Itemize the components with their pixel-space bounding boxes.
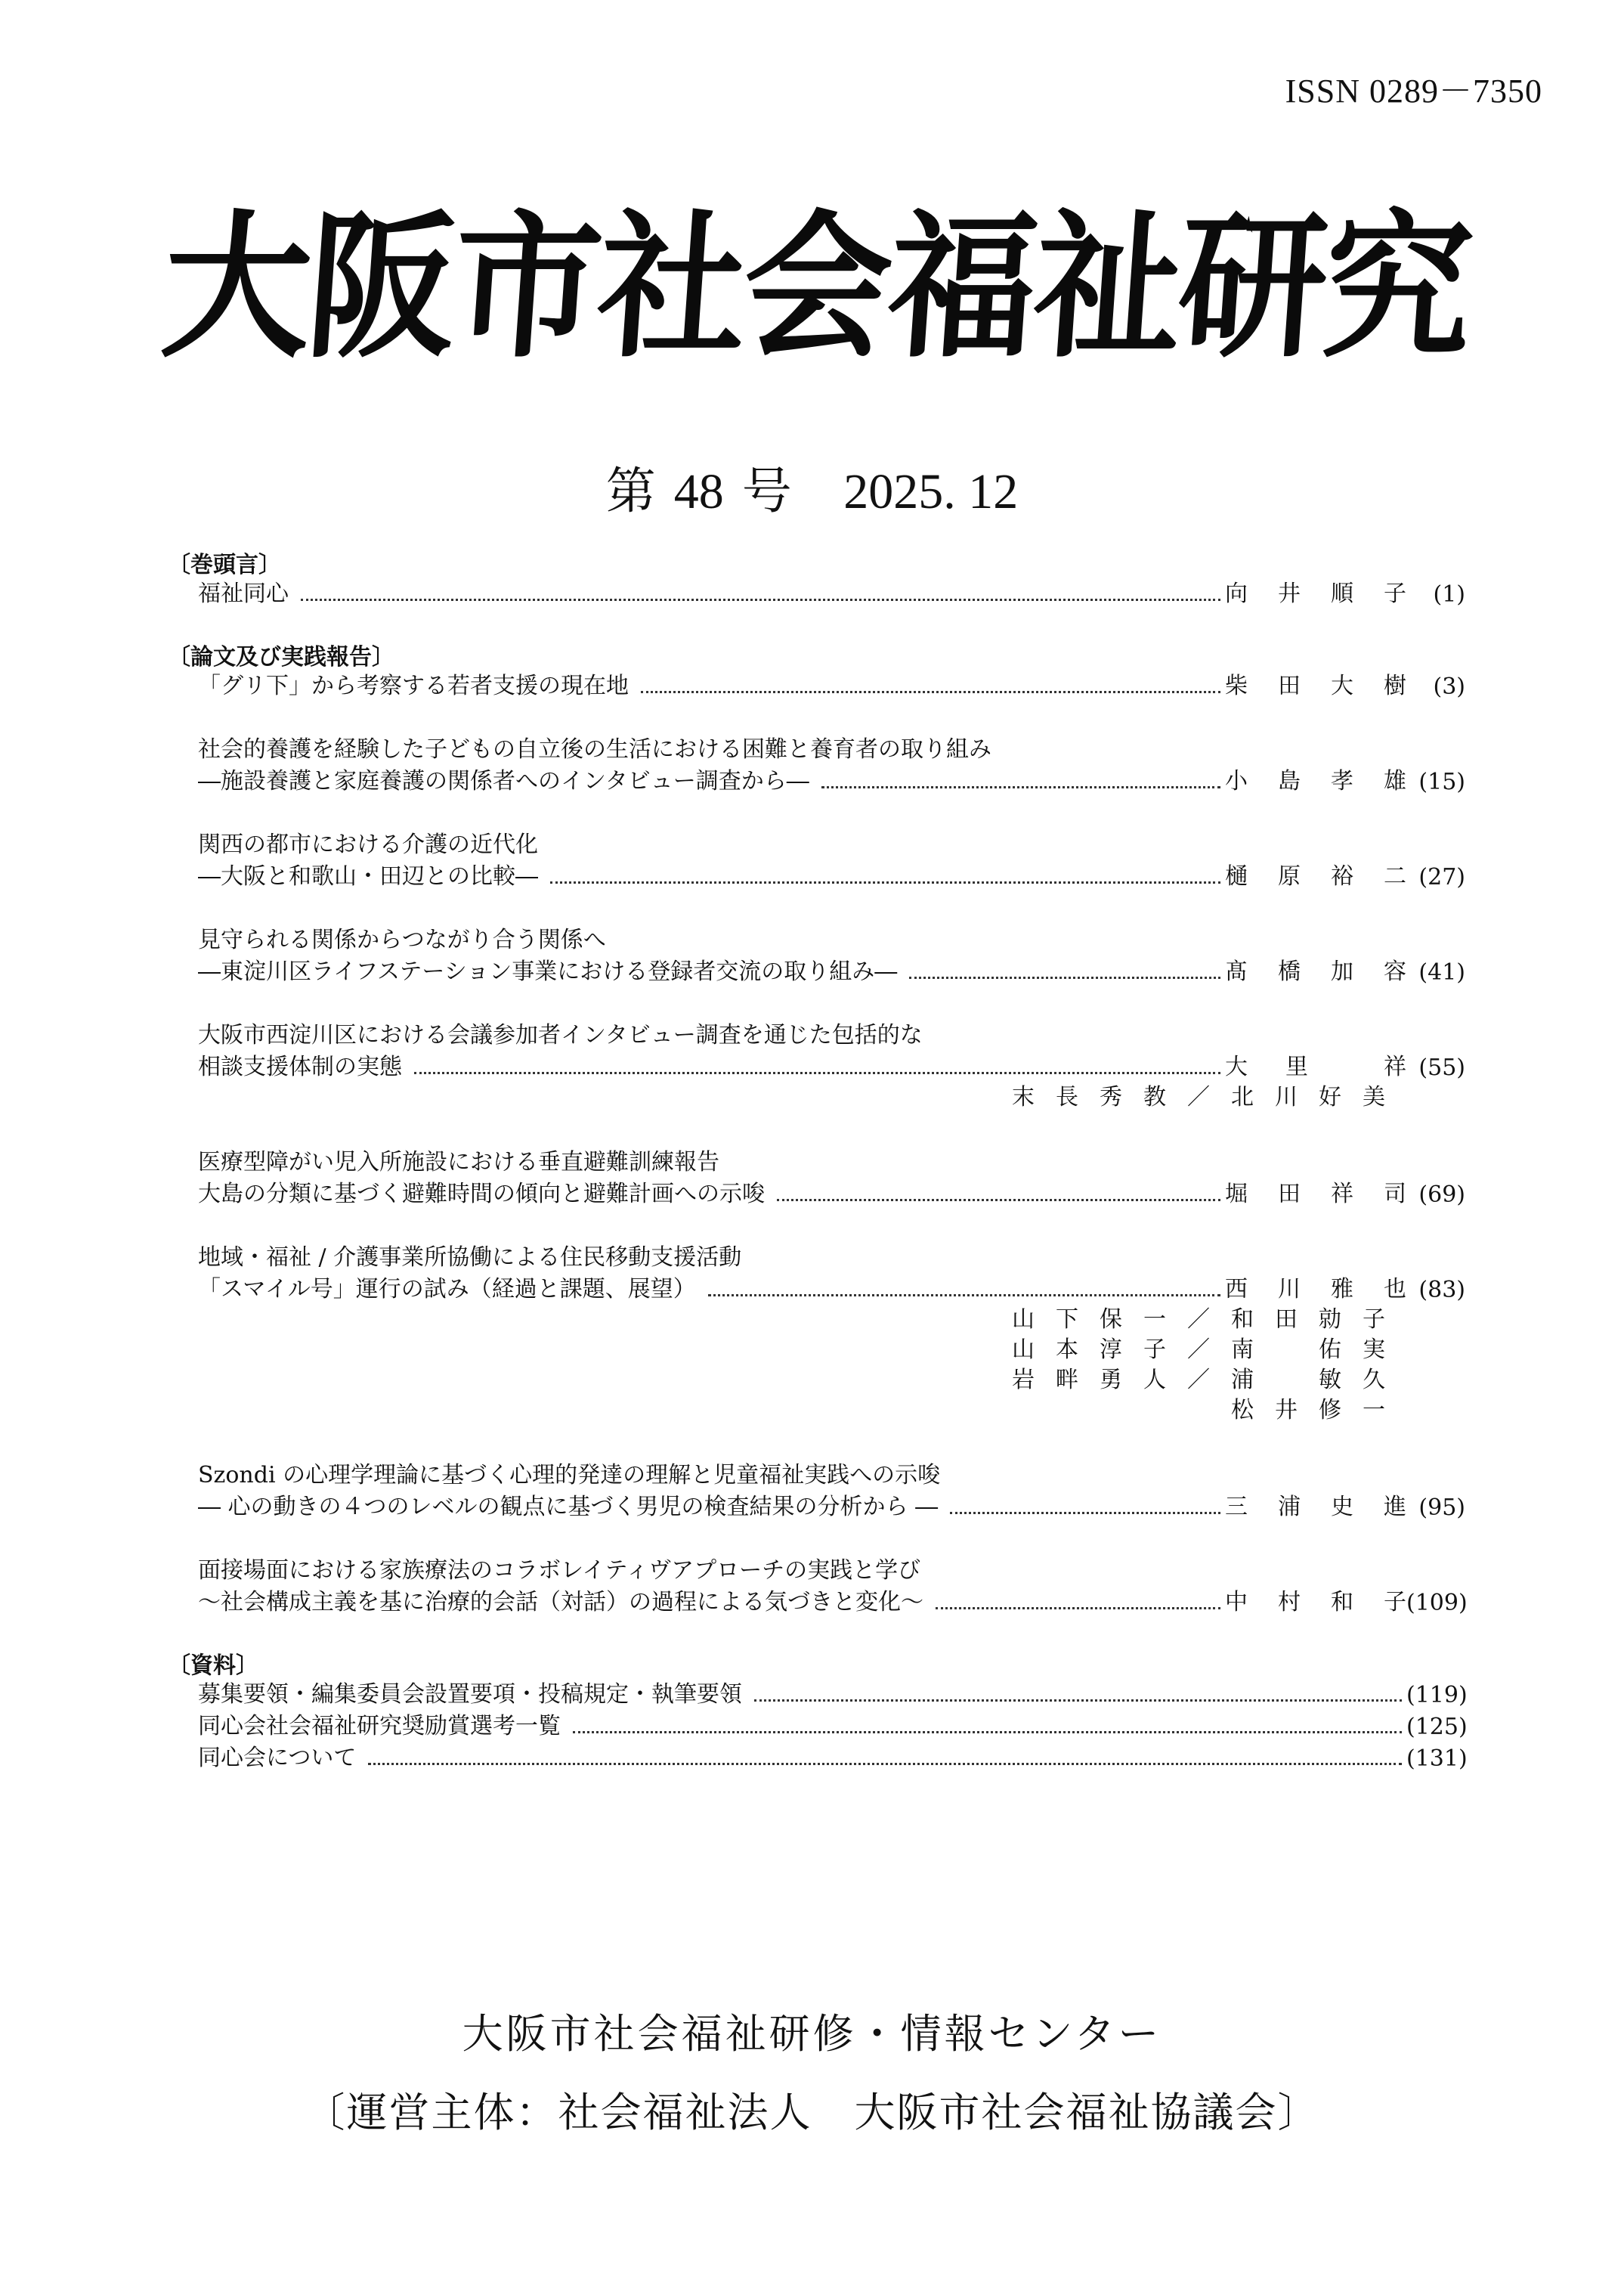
- toc-entry[interactable]: [198, 1710, 1468, 1740]
- toc-entry[interactable]: [198, 578, 1465, 608]
- issn-number: ISSN 0289－7350: [1285, 73, 1542, 110]
- entry-page: (109): [1406, 1590, 1468, 1616]
- coauthors: 岩畔勇人／浦 敏久: [1012, 1367, 1406, 1393]
- toc-entry[interactable]: [198, 1491, 1465, 1521]
- entry-page: (95): [1418, 1494, 1465, 1521]
- toc-entry[interactable]: [198, 765, 1465, 795]
- entry-subtitle: 「スマイル号」運行の試み（経過と課題、展望）: [198, 1276, 696, 1302]
- entry-author: 柴 田 大 樹: [1225, 673, 1406, 699]
- entry-page: (55): [1418, 1055, 1465, 1081]
- coauthors: 松井修一: [1231, 1397, 1406, 1423]
- entry-title: 福祉同心: [198, 581, 289, 607]
- issue-date: 2025. 12: [843, 464, 1019, 519]
- entry-subtitle: 相談支援体制の実態: [198, 1054, 402, 1080]
- coauthors: 山下保一／和田勍子: [1012, 1306, 1406, 1333]
- coauthors: 山本淳子／南 佑実: [1012, 1336, 1406, 1363]
- entry-subtitle: ―施設養護と家庭養護の関係者へのインタビュー調査から―: [198, 768, 809, 794]
- entry-page: (15): [1418, 769, 1465, 795]
- entry-title: 地域・福祉 / 介護事業所協働による住民移動支援活動: [198, 1244, 742, 1271]
- entry-page: (41): [1418, 959, 1465, 986]
- entry-subtitle: ―東淀川区ライフステーション事業における登録者交流の取り組み―: [198, 959, 898, 985]
- section-heading-materials: 〔資料〕: [168, 1652, 258, 1679]
- entry-subtitle: ～社会構成主義を基に治療的会話（対話）の過程による気づきと変化～: [198, 1589, 923, 1615]
- entry-author: 小 島 孝 雄: [1225, 768, 1406, 794]
- issue-number: 48: [673, 464, 724, 519]
- toc-entry[interactable]: [198, 1678, 1468, 1708]
- issue-label-go: 号: [741, 464, 792, 519]
- operator-name: 〔運営主体：社会福祉法人 大阪市社会福祉協議会〕: [304, 2089, 1320, 2136]
- entry-author: 中 村 和 子: [1225, 1589, 1406, 1615]
- section-heading-papers: 〔論文及び実践報告〕: [168, 644, 394, 671]
- leader-dots: [414, 1072, 1220, 1074]
- entry-author: 樋 原 裕 二: [1225, 863, 1406, 890]
- entry-page: (27): [1418, 864, 1465, 890]
- entry-title: Szondi の心理学理論に基づく心理的発達の理解と児童福祉実践への示唆: [198, 1462, 941, 1488]
- toc-entry[interactable]: [198, 955, 1465, 986]
- issue-label-no: 第: [605, 464, 656, 519]
- entry-subtitle: ― 心の動きの４つのレベルの観点に基づく男児の検査結果の分析から ―: [198, 1494, 939, 1520]
- coauthors: 末長秀教／北川好美: [1012, 1084, 1406, 1110]
- toc-entry[interactable]: [198, 1273, 1465, 1303]
- toc-entry[interactable]: [198, 1051, 1465, 1081]
- entry-author: 大 里 祥: [1225, 1054, 1406, 1080]
- leader-dots: [821, 786, 1220, 788]
- leader-dots: [754, 1699, 1402, 1702]
- leader-dots: [950, 1512, 1220, 1514]
- entry-author: 髙 橋 加 容: [1225, 959, 1406, 985]
- toc-entry[interactable]: [198, 670, 1465, 700]
- entry-author: 三 浦 史 進: [1225, 1494, 1406, 1520]
- entry-author: 向 井 順 子: [1225, 581, 1406, 607]
- entry-subtitle: ―大阪と和歌山・田辺との比較―: [198, 863, 538, 890]
- entry-page: (1): [1433, 581, 1465, 608]
- entry-page: (125): [1406, 1714, 1468, 1740]
- entry-title: 大阪市西淀川区における会議参加者インタビュー調査を通じた包括的な: [198, 1022, 923, 1048]
- leader-dots: [936, 1607, 1220, 1609]
- toc-entry[interactable]: [198, 1742, 1468, 1772]
- leader-dots: [573, 1731, 1402, 1733]
- entry-page: (83): [1418, 1277, 1465, 1303]
- issue-info: [0, 451, 1624, 522]
- entry-title: 面接場面における家族療法のコラボレイティヴアプローチの実践と学び: [198, 1557, 921, 1584]
- leader-dots: [301, 599, 1220, 601]
- toc-entry[interactable]: [198, 1178, 1465, 1208]
- publisher-name: 大阪市社会福祉研修・情報センター: [462, 2010, 1162, 2058]
- entry-title: 同心会社会福祉研究奨励賞選考一覧: [198, 1713, 561, 1739]
- entry-page: (69): [1418, 1182, 1465, 1208]
- entry-page: (3): [1433, 674, 1465, 700]
- toc-entry[interactable]: [198, 1586, 1468, 1616]
- entry-title: 医療型障がい児入所施設における垂直避難訓練報告: [198, 1149, 719, 1175]
- leader-dots: [641, 691, 1220, 693]
- entry-page: (131): [1406, 1745, 1468, 1772]
- leader-dots: [550, 881, 1220, 884]
- entry-title: 社会的養護を経験した子どもの自立後の生活における困難と養育者の取り組み: [198, 736, 991, 763]
- journal-title: 大阪市社会福祉研究: [156, 195, 1476, 379]
- toc-entry[interactable]: [198, 860, 1465, 890]
- entry-title: 見守られる関係からつながり合う関係へ: [198, 927, 606, 953]
- leader-dots: [368, 1763, 1402, 1765]
- leader-dots: [777, 1199, 1220, 1201]
- entry-title: 募集要領・編集委員会設置要項・投稿規定・執筆要領: [198, 1681, 742, 1708]
- entry-title: 「グリ下」から考察する若者支援の現在地: [198, 673, 629, 699]
- entry-author: 堀 田 祥 司: [1225, 1181, 1406, 1207]
- entry-title: 関西の都市における介護の近代化: [198, 832, 538, 858]
- section-heading-foreword: 〔巻頭言〕: [168, 552, 281, 578]
- entry-page: (119): [1406, 1682, 1468, 1708]
- leader-dots: [708, 1294, 1220, 1296]
- entry-author: 西 川 雅 也: [1225, 1276, 1406, 1302]
- entry-subtitle: 大島の分類に基づく避難時間の傾向と避難計画への示唆: [198, 1181, 765, 1207]
- entry-title: 同心会について: [198, 1745, 357, 1771]
- leader-dots: [909, 977, 1220, 979]
